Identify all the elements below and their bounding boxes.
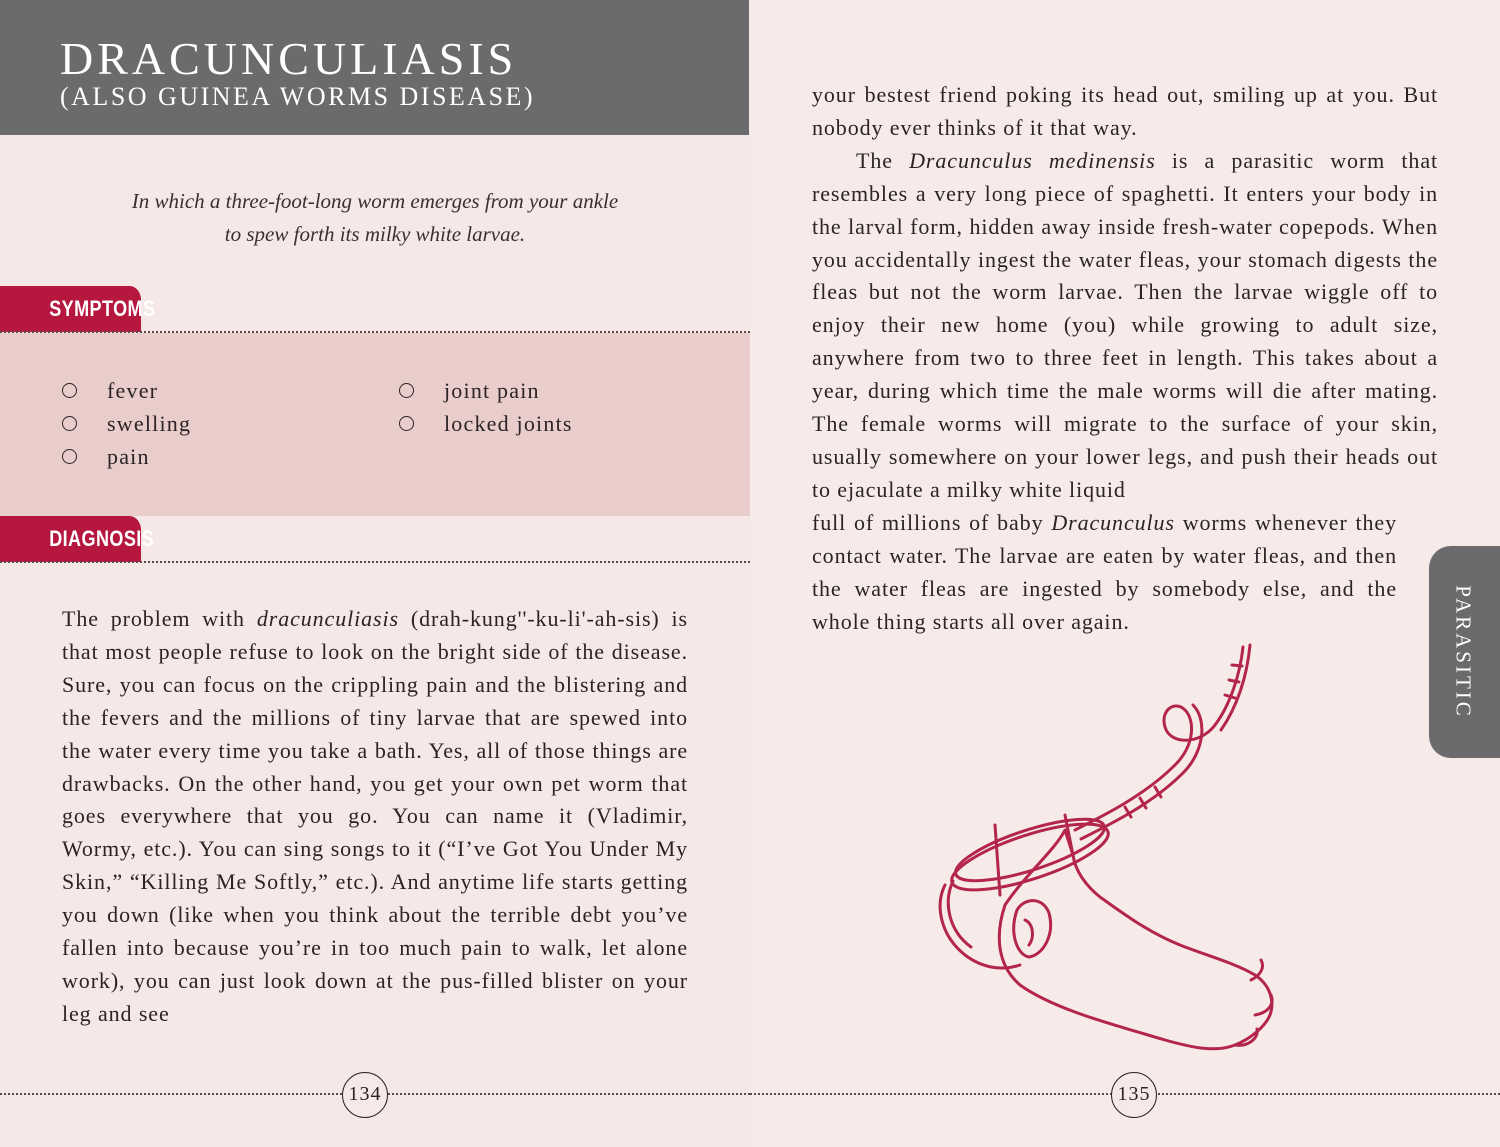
symptom-item: swelling [62, 407, 191, 440]
symptom-item: fever [62, 374, 191, 407]
page-title: DRACUNCULIASIS [60, 33, 518, 84]
epigraph-line-2: to spew forth its milky white larvae. [224, 222, 526, 246]
page-number-right: 135 [1111, 1072, 1157, 1118]
circle-bullet-icon [62, 416, 77, 431]
circle-bullet-icon [399, 416, 414, 431]
symptoms-divider [0, 331, 750, 333]
chapter-label: PARASITIC [1451, 585, 1476, 719]
paragraph: The Dracunculus medinensis is a parasitic worm that resembles a very long piece of spaghetti. It enters your body in the larval form, hidden away inside fresh-water copepods. When you accidentally ingest the water fleas, your stomach digests the fleas but not the worm larvae. Then the larvae wiggle off to enjoy their new home (you) while growing to adult size, anywhere from two to three feet in length. This takes about a year, during which time the male worms will die after mating. The female worms will migrate to the surface of your skin, usually somewhere on your lower legs, and push their heads out to ejaculate a milky white liquid [812, 147, 1438, 502]
symptom-list-col2 [399, 374, 573, 440]
diagnosis-divider [0, 561, 750, 563]
paragraph: The problem with dracunculiasis (drah-kung''-ku-li'-ah-sis) is that most people refuse to look on the bright side of the disease. Sure, you can focus on the crippling pain and the blistering and the fevers and the millions of tiny larvae that are spewed into the water every time you take a bath. Yes, all of those things are drawbacks. On the other hand, you get your own pet worm that goes everywhere that you go. You can name it (Vladimir, Wormy, etc.). You can sing songs to it (“I’ve Got You Under My Skin,” “Killing Me Softly,” etc.). And anytime life starts getting you down (like when you think about the terrible debt you’ve fallen into because you’re in too much pain to walk, let alone work), you can just look down at the pus-filled blister on your leg and see [62, 606, 688, 1026]
page-subtitle: (ALSO GUINEA WORMS DISEASE) [60, 82, 536, 111]
epigraph [60, 185, 690, 251]
term: dracunculiasis [256, 606, 399, 631]
circle-bullet-icon [399, 383, 414, 398]
chapter-side-tab [1429, 546, 1500, 758]
page-number-left: 134 [342, 1072, 388, 1118]
symptom-item: locked joints [399, 407, 573, 440]
term: Dracunculus medinensis [909, 147, 1156, 173]
title-block [0, 0, 749, 135]
epigraph-line-1: In which a three-foot-long worm emerges from your ankle [131, 189, 619, 213]
diagnosis-tab: DIAGNOSIS [0, 516, 141, 562]
paragraph: your bestest friend poking its head out, smiling up at you. But nobody ever thinks of it that way. [812, 82, 1438, 140]
body-text-left [62, 603, 688, 1031]
symptoms-tab: SYMPTOMS [0, 286, 141, 332]
term: Dracunculus [1051, 509, 1175, 535]
circle-bullet-icon [62, 449, 77, 464]
symptom-item: pain [62, 440, 191, 473]
body-text-right [812, 79, 1438, 638]
paragraph-continued: full of millions of baby Dracunculus worms whenever they contact water. The larvae are eaten by water fleas, and then the water fleas are ingested by somebody else, and the whole thing starts all over again. [812, 509, 1397, 634]
circle-bullet-icon [62, 383, 77, 398]
worm-emerging-from-foot-icon [925, 635, 1315, 1055]
symptom-item: joint pain [399, 374, 573, 407]
symptom-list-col1 [62, 374, 191, 473]
